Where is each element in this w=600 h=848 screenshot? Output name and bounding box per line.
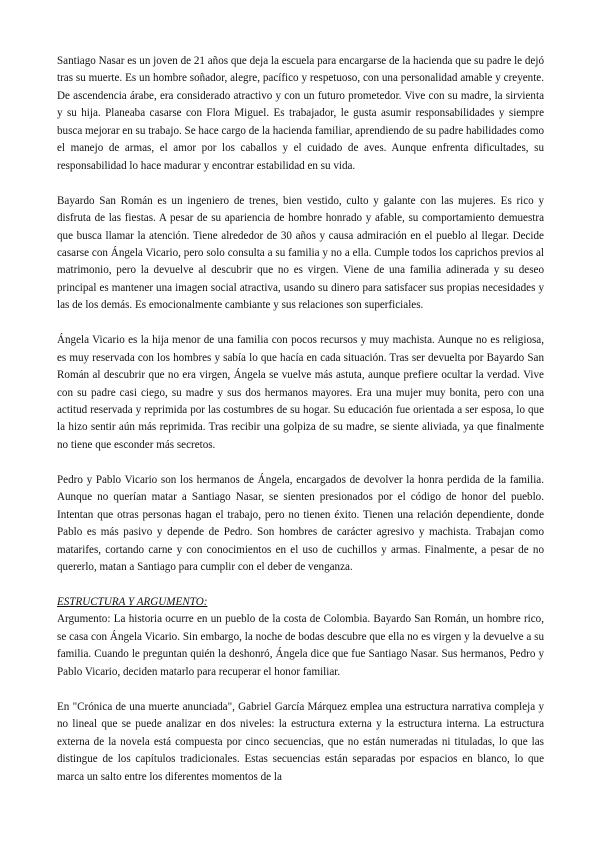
paragraph-pedro-pablo-vicario: Pedro y Pablo Vicario son los hermanos de Ángela, encargados de devolver la honra perdida de la familia. Aunque no querían matar a Santiago Nasar, se sienten presionados por el código de honor del pueblo. Intentan que otras personas hagan el trabajo, pero no tienen éxito. Tienen una relación dependiente, donde Pablo es más pasivo y depende de Pedro. Son hombres de carácter agresivo y machista. Trabajan como matarifes, cortando carne y con conocimientos en el uso de cuchillos y armas. Finalmente, a pesar de no quererlo, matan a Santiago para cumplir con el deber de venganza. <box>57 473 544 574</box>
paragraph-angela-vicario: Ángela Vicario es la hija menor de una familia con pocos recursos y muy machista. Aunque no es religiosa, es muy reservada con los hombres y sabía lo que hacía en cada situación. Tras ser devuelta por Bayardo San Román al descubrir que no era virgen, Ángela se vuelve más astuta, aunque prefiere ocultar la verdad. Vive con su padre casi ciego, su madre y sus dos hermanos mayores. Era una mujer muy bonita, pero con una actitud reservada y reprimida por las costumbres de su hogar. Su educación fue orientada a ser esposa, lo que la hizo sentir aún más reprimida. Tras recibir una golpiza de su madre, se siente aliviada, ya que finalmente no tiene que esconder más secretos. <box>57 334 544 451</box>
paragraph-santiago-nasar: Santiago Nasar es un joven de 21 años que deja la escuela para encargarse de la hacienda que su padre le dejó tras su muerte. Es un hombre soñador, alegre, pacífico y respetuoso, con una personalidad amable y creyente. De ascendencia árabe, era considerado atractivo y con un futuro prometedor. Vive con su madre, la sirvienta y su hija. Planeaba casarse con Flora Miguel. Es trabajador, le gusta asumir responsabilidades y siempre busca mejorar en su trabajo. Se hace cargo de la hacienda familiar, aprendiendo de su padre habilidades como el manejo de armas, el amor por los caballos y el cuidado de aves. Aunque enfrenta dificultades, su responsabilidad lo hace madurar y encontrar estabilidad en su vida. <box>57 55 544 172</box>
document-page <box>57 53 544 786</box>
paragraph-argumento: Argumento: La historia ocurre en un pueblo de la costa de Colombia. Bayardo San Román, un hombre rico, se casa con Ángela Vicario. Sin embargo, la noche de bodas descubre que ella no es virgen y la devuelve a su familia. Cuando le preguntan quién la deshonró, Ángela dice que fue Santiago Nasar. Sus hermanos, Pedro y Pablo Vicario, deciden matarlo para recuperar el honor familiar. <box>57 613 544 678</box>
section-heading: ESTRUCTURA Y ARGUMENTO: <box>57 595 208 608</box>
paragraph-bayardo-san-roman: Bayardo San Román es un ingeniero de trenes, bien vestido, culto y galante con las mujeres. Es rico y disfruta de las fiestas. A pesar de su apariencia de hombre honrado y afable, su comportamiento demuestra que busca llamar la atención. Tiene alrededor de 30 años y causa admiración en el pueblo al llegar. Decide casarse con Ángela Vicario, pero solo consulta a su familia y no a ella. Cumple todos los caprichos previos al matrimonio, pero la devuelve al descubrir que no es virgen. Viene de una familia adinerada y su deseo principal es mantener una imagen social atractiva, usando su dinero para satisfacer sus propias necesidades y las de los demás. Es emocionalmente cambiante y sus relaciones son superficiales. <box>57 194 544 312</box>
paragraph-estructura: En "Crónica de una muerte anunciada", Gabriel García Márquez emplea una estructura narrativa compleja y no lineal que se puede analizar en dos niveles: la estructura externa y la estructura interna. La estructura externa de la novela está compuesta por cinco secuencias, que no están numeradas ni tituladas, lo que las distingue de los capítulos tradicionales. Estas secuencias están separadas por espacios en blanco, lo que marca un salto entre los diferentes momentos de la <box>57 700 544 783</box>
